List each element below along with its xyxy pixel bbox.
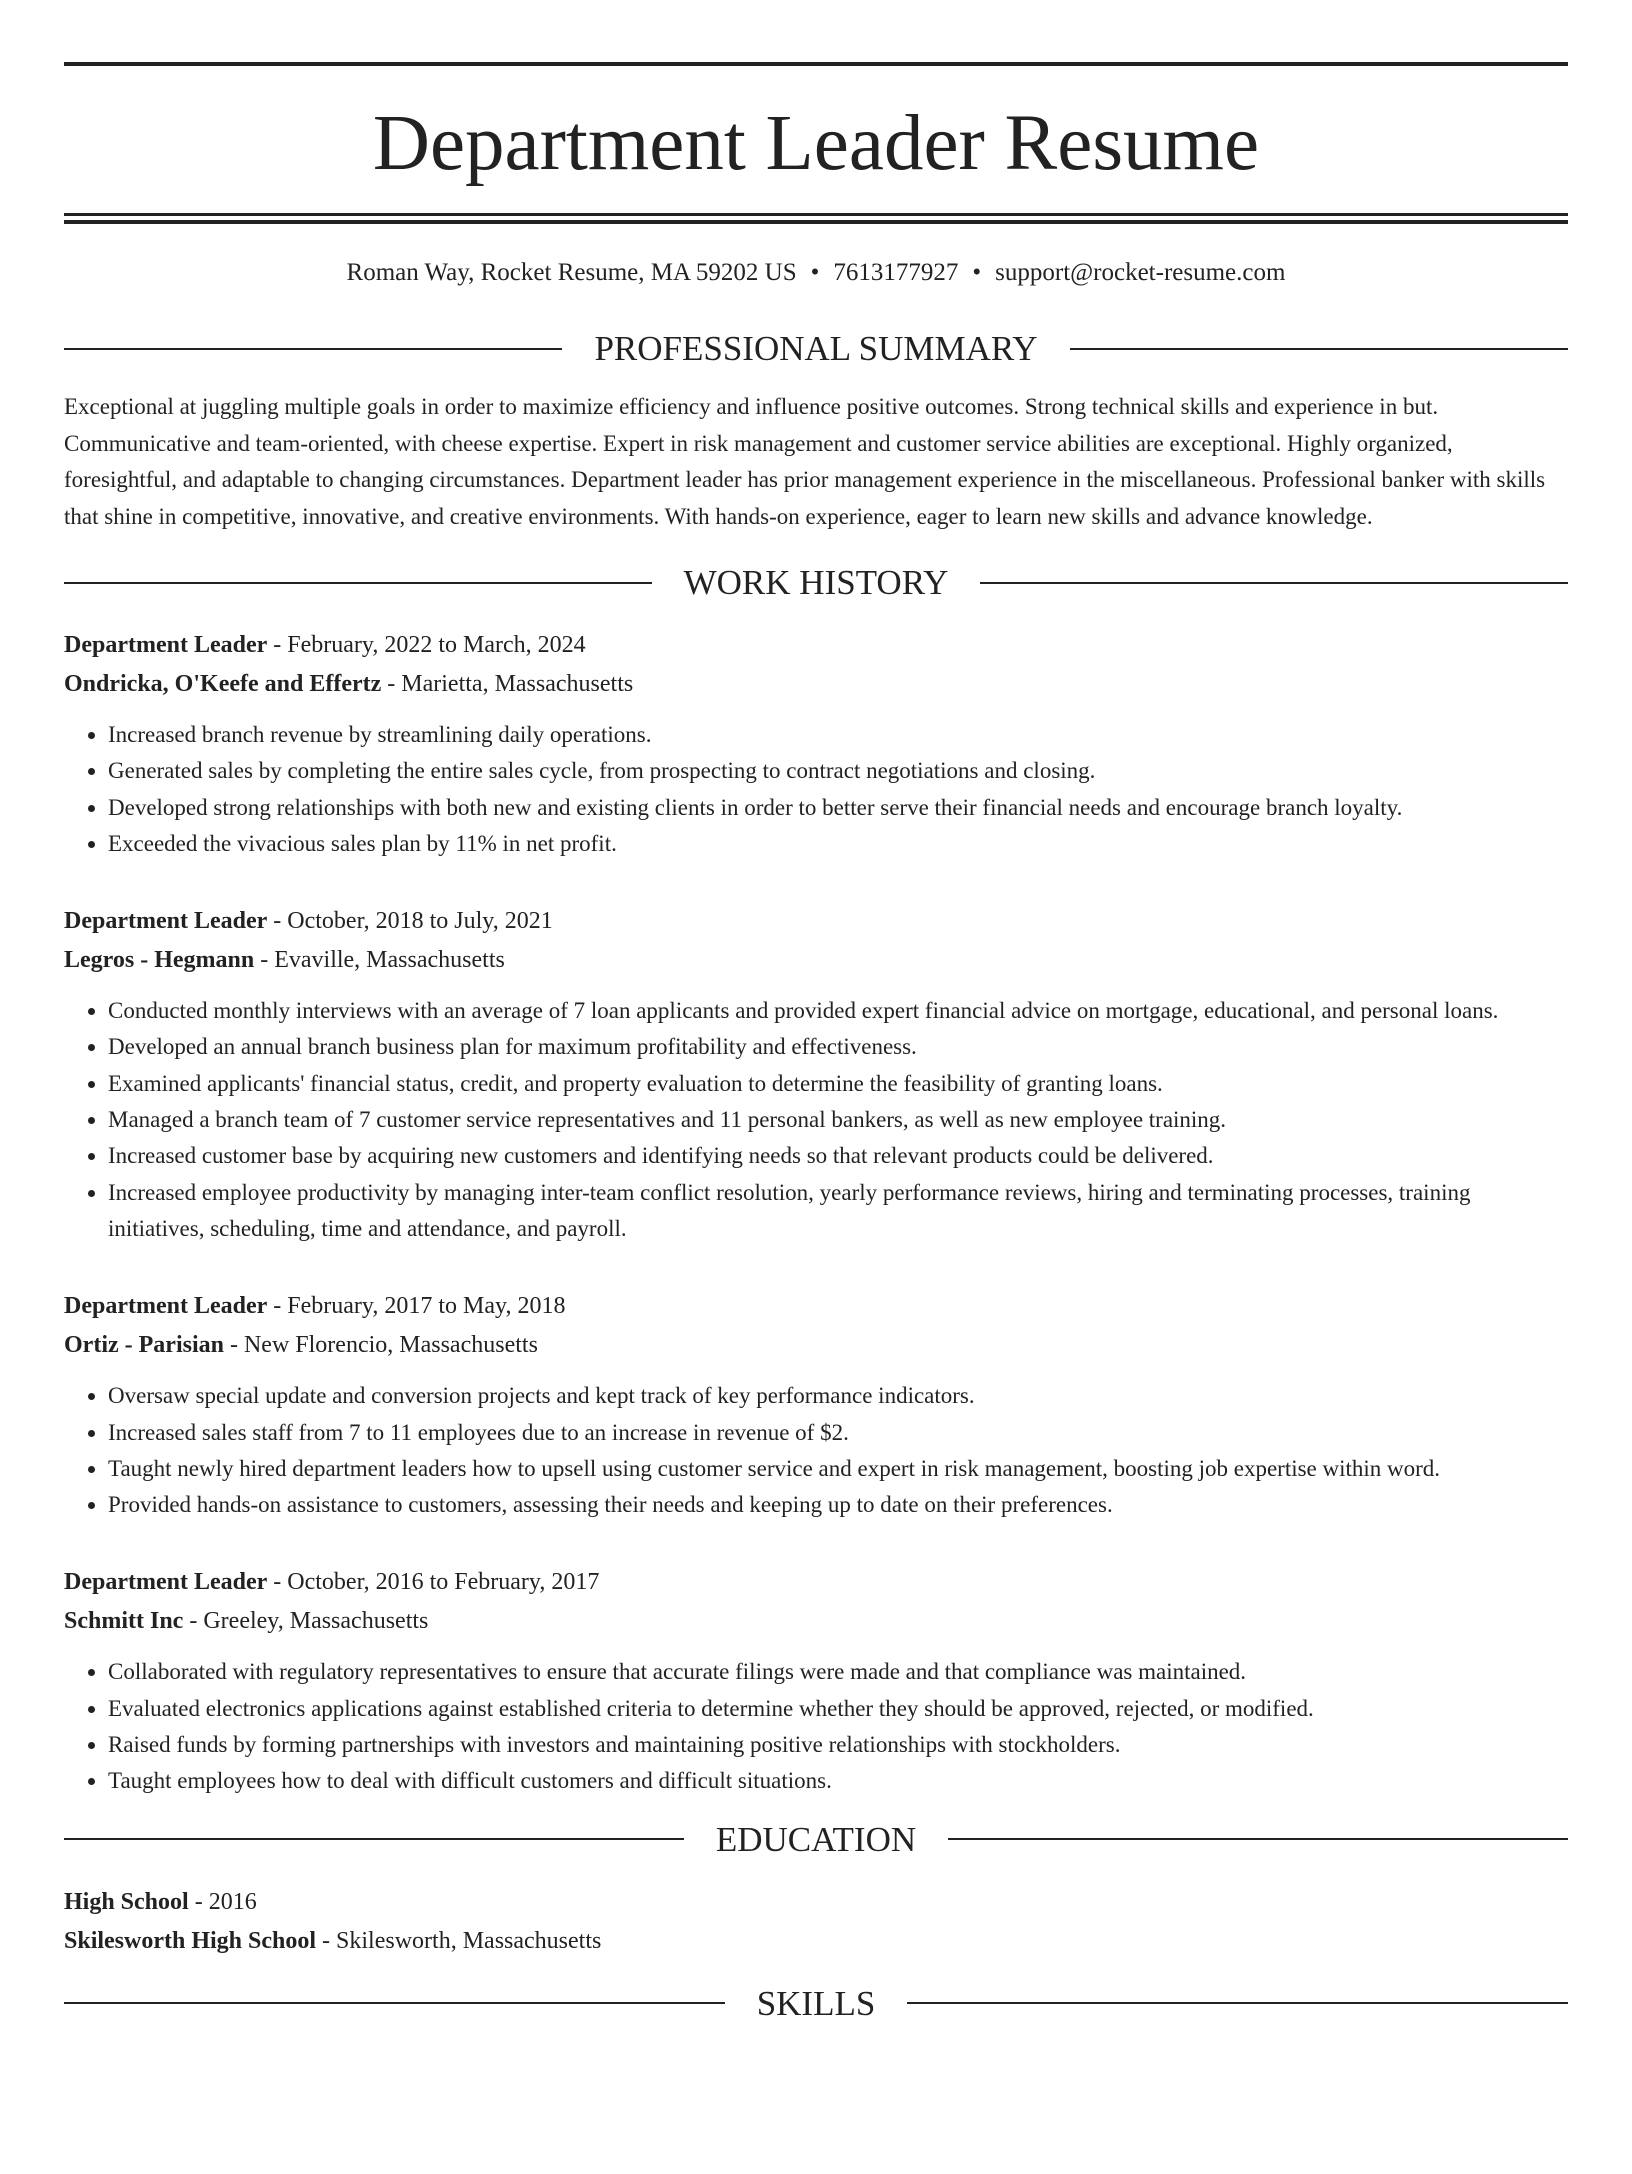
job-location: - Evaville, Massachusetts [254,947,505,974]
job-title: Department Leader [64,1293,268,1320]
title-double-rule [64,213,1568,224]
job-title: Department Leader [64,1569,268,1596]
job-bullets [64,1654,1568,1799]
section-rule [64,348,562,350]
section-rule [980,582,1568,584]
job-bullet: • Generated sales by completing the entire sales cycle, from prospecting to contract negotiations and closing. [108,753,1568,789]
section-title: SKILLS [756,1983,876,2023]
professional-summary-text: Exceptional at juggling multiple goals in order to maximize efficiency and influence positive outcomes. Strong technical skills and experience in but. Communicative and team-oriented, with cheese expertise. Expert in risk management and customer service abilities are exceptional. Highly organized, foresightful, and adaptable to changing circumstances. Department leader has prior management experience in the miscellaneous. Professional banker with skills that shine in competitive, innovative, and creative environments. With hands-on experience, eager to learn new skills and advance knowledge. [64,394,1546,529]
job-location: - New Florencio, Massachusetts [223,1332,538,1359]
education-year: - 2016 [188,1888,257,1915]
job-bullet: • Oversaw special update and conversion projects and kept track of key performance indicators. [108,1378,1568,1414]
job-bullet: • Increased branch revenue by streamlining daily operations. [108,717,1568,753]
contact-address: Roman Way, Rocket Resume, MA 59202 US [346,259,797,286]
education-school: Skilesworth High School [64,1927,317,1954]
contact-email: support@rocket-resume.com [995,259,1286,286]
job-title: Department Leader [64,632,268,658]
education-degree: High School [64,1888,189,1915]
section-header-skills [64,1983,1568,2023]
job-bullet: • Provided hands-on assistance to customers, assessing their needs and keeping up to date on their preferences. [108,1487,1568,1523]
job-bullet: • Conducted monthly interviews with an average of 7 loan applicants and provided expert financial advice on mortgage, educational, and personal loans. [108,993,1568,1029]
job-entry [64,1287,1568,1523]
job-location: - Greeley, Massachusetts [183,1608,429,1635]
job-bullet: • Evaluated electronics applications against established criteria to determine whether they should be approved, rejected, or modified. [108,1691,1568,1727]
job-dates: - October, 2018 to July, 2021 [267,908,553,935]
job-dates: - February, 2022 to March, 2024 [267,632,586,658]
education-school-line [64,1922,1568,1961]
section-rule [948,1838,1568,1840]
job-title-line [64,1563,1568,1602]
section-rule [64,582,652,584]
job-bullet: • Increased customer base by acquiring new customers and identifying needs so that relevant products could be delivered. [108,1138,1568,1174]
job-bullet: • Examined applicants' financial status, credit, and property evaluation to determine the feasibility of granting loans. [108,1066,1568,1102]
job-company-line [64,1326,1568,1365]
contact-line [64,260,1568,285]
job-bullet: • Collaborated with regulatory representatives to ensure that accurate filings were made and that compliance was maintained. [108,1654,1568,1690]
contact-separator: • [972,259,982,286]
job-company-line [64,665,1568,704]
section-title: EDUCATION [715,1819,917,1859]
job-company: Schmitt Inc [64,1608,184,1635]
job-dates: - October, 2016 to February, 2017 [267,1569,600,1596]
job-entry [64,626,1568,862]
job-company: Ortiz - Parisian [64,1332,224,1359]
job-bullet: • Developed strong relationships with both new and existing clients in order to better serve their financial needs and encourage branch loyalty. [108,790,1568,826]
job-location: - Marietta, Massachusetts [381,671,634,697]
contact-separator: • [810,259,820,286]
job-title-line [64,626,1568,665]
job-bullet: • Taught newly hired department leaders how to upsell using customer service and expert in risk management, boosting job expertise within word. [108,1451,1568,1487]
job-entry [64,902,1568,1247]
job-bullet: • Increased employee productivity by managing inter-team conflict resolution, yearly performance reviews, hiring and terminating processes, training initiatives, scheduling, time and attendance, and payroll. [108,1175,1568,1248]
job-bullet: • Taught employees how to deal with difficult customers and difficult situations. [108,1763,1568,1799]
education-location: - Skilesworth, Massachusetts [316,1927,602,1954]
education-degree-line [64,1883,1568,1922]
education-entry [64,1883,1568,1961]
job-bullets [64,1378,1568,1523]
job-company-line [64,941,1568,980]
section-header-work-history [64,565,1568,600]
job-bullet: • Raised funds by forming partnerships with investors and maintaining positive relationships with stockholders. [108,1727,1568,1763]
job-bullet: • Developed an annual branch business plan for maximum profitability and effectiveness. [108,1029,1568,1065]
section-title: PROFESSIONAL SUMMARY [594,329,1038,368]
job-bullet: • Exceeded the vivacious sales plan by 11% in net profit. [108,826,1568,862]
job-company: Legros - Hegmann [64,947,255,974]
job-title-line [64,902,1568,941]
job-title: Department Leader [64,908,268,935]
resume-page [0,62,1632,2174]
resume-title: Department Leader Resume [372,100,1260,187]
section-rule [907,2002,1568,2004]
job-entry [64,1563,1568,1799]
section-header-education [64,1819,1568,1859]
section-rule [64,2002,725,2004]
section-rule [64,1838,684,1840]
job-company-line [64,1602,1568,1641]
top-rule [64,62,1568,66]
job-dates: - February, 2017 to May, 2018 [267,1293,566,1320]
section-title: WORK HISTORY [683,563,949,602]
job-bullet: • Managed a branch team of 7 customer service representatives and 11 personal bankers, as well as new employee training. [108,1102,1568,1138]
section-rule [1070,348,1568,350]
job-title-line [64,1287,1568,1326]
job-bullet: • Increased sales staff from 7 to 11 employees due to an increase in revenue of $2. [108,1415,1568,1451]
job-bullets [64,993,1568,1247]
job-company: Ondricka, O'Keefe and Effertz [64,671,382,697]
job-bullets [64,717,1568,862]
contact-phone: 7613177927 [833,259,959,286]
section-header-summary [64,331,1568,366]
